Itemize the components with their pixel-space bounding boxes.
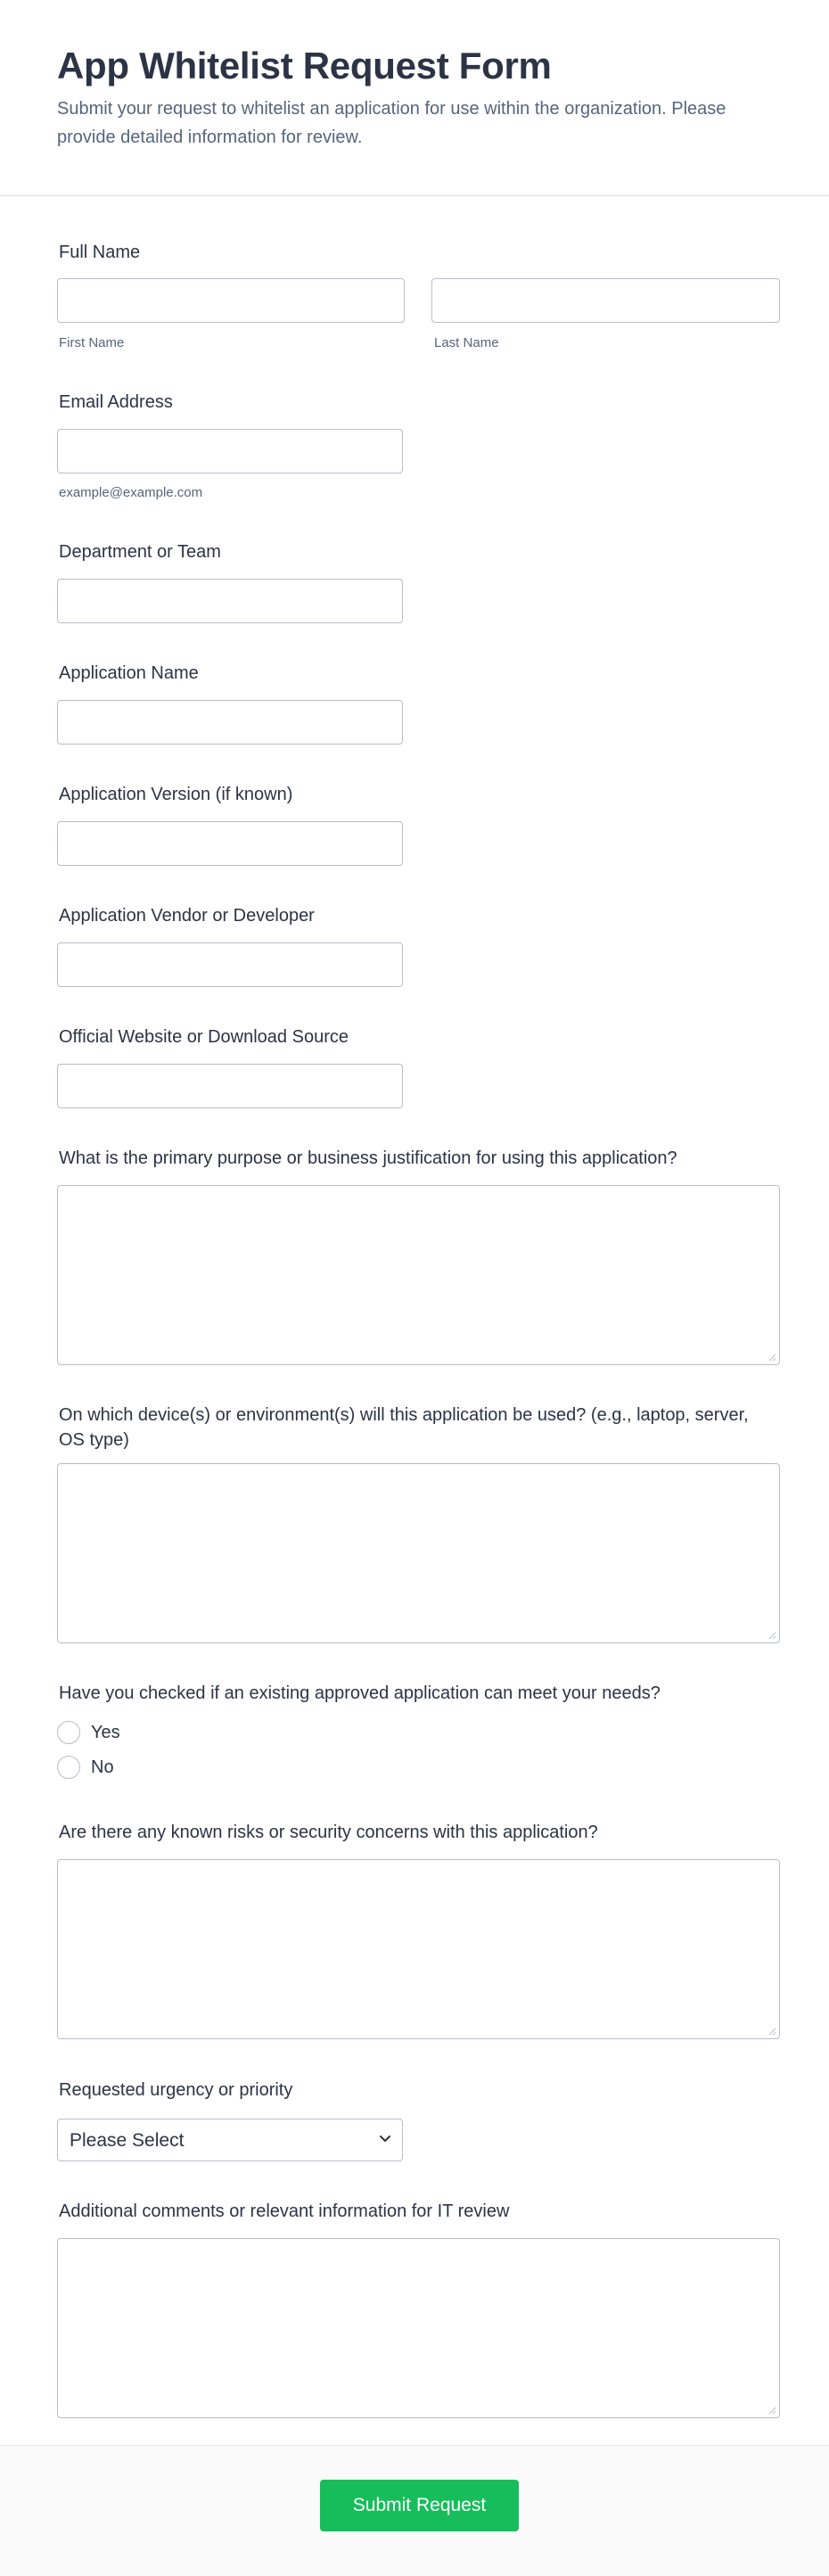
resize-grip-icon[interactable] <box>767 1353 776 1362</box>
resize-grip-icon[interactable] <box>767 2027 776 2036</box>
last-name-sublabel: Last Name <box>434 335 499 350</box>
radio-button-yes[interactable] <box>57 1721 80 1744</box>
purpose-label: What is the primary purpose or business justification for using this application? <box>59 1148 677 1168</box>
resize-grip-icon[interactable] <box>767 2406 776 2415</box>
radio-option-yes[interactable] <box>57 1720 120 1745</box>
risks-textarea[interactable] <box>57 1859 780 2039</box>
devices-textarea[interactable] <box>57 1463 780 1643</box>
vendor-label: Application Vendor or Developer <box>59 906 315 926</box>
form-header <box>0 0 829 196</box>
devices-label: On which device(s) or environment(s) will this application be used? (e.g., laptop, server, OS type) <box>59 1405 749 1450</box>
app-name-label: Application Name <box>59 663 199 683</box>
submit-button[interactable]: Submit Request <box>320 2480 519 2531</box>
full-name-label: Full Name <box>59 243 141 262</box>
chevron-down-icon[interactable] <box>379 2135 391 2144</box>
radio-button-no[interactable] <box>57 1756 80 1779</box>
comments-label: Additional comments or relevant information for IT review <box>59 2202 510 2221</box>
email-input[interactable] <box>57 429 403 473</box>
existing-checked-label: Have you checked if an existing approved application can meet your needs? <box>59 1683 661 1703</box>
urgency-select[interactable] <box>57 2119 403 2161</box>
department-label: Department or Team <box>59 542 221 562</box>
app-version-input[interactable] <box>57 821 403 866</box>
urgency-select-value[interactable]: Please Select <box>70 2130 185 2151</box>
email-sublabel: example@example.com <box>59 485 203 500</box>
form-subtitle: Submit your request to whitelist an application for use within the organization. Please provide detailed information for review. <box>57 99 726 147</box>
email-label: Email Address <box>59 392 173 412</box>
purpose-textarea[interactable] <box>57 1185 780 1365</box>
app-version-label: Application Version (if known) <box>59 785 293 804</box>
form-title: App Whitelist Request Form <box>57 45 552 86</box>
resize-grip-icon[interactable] <box>767 1631 776 1640</box>
radio-label-yes[interactable]: Yes <box>91 1722 120 1742</box>
app-name-input[interactable] <box>57 700 403 745</box>
first-name-input[interactable] <box>57 278 405 323</box>
urgency-label: Requested urgency or priority <box>59 2080 293 2100</box>
first-name-sublabel: First Name <box>59 335 125 350</box>
risks-label: Are there any known risks or security concerns with this application? <box>59 1823 598 1842</box>
website-label: Official Website or Download Source <box>59 1027 349 1047</box>
last-name-input[interactable] <box>431 278 780 323</box>
comments-textarea[interactable] <box>57 2238 780 2418</box>
radio-option-no[interactable] <box>57 1755 114 1780</box>
department-input[interactable] <box>57 579 403 623</box>
website-input[interactable] <box>57 1064 403 1108</box>
vendor-input[interactable] <box>57 942 403 987</box>
radio-label-no[interactable]: No <box>91 1757 114 1777</box>
